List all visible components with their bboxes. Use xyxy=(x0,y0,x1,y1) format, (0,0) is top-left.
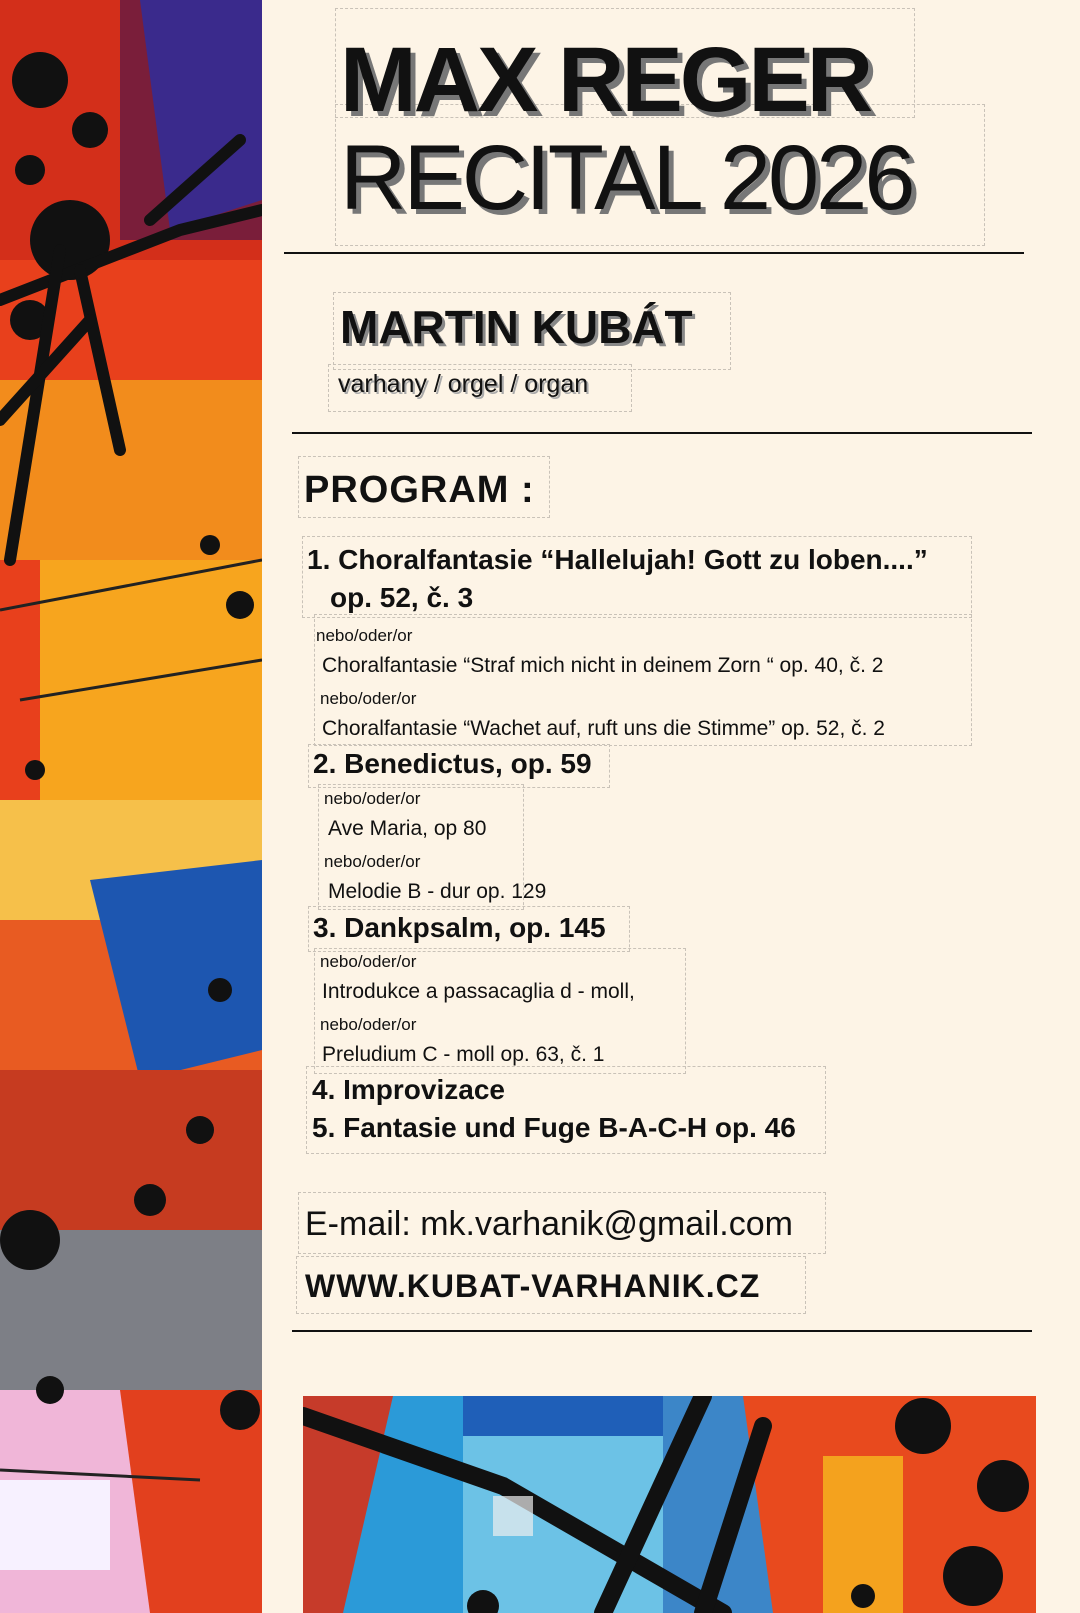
alternative-label: nebo/oder/or xyxy=(320,952,417,971)
program-item-2: 2. Benedictus, op. 59 xyxy=(313,748,592,779)
program-item-1-alt-2: Choralfantasie “Wachet auf, ruft uns die Stimme” op. 52, č. 2 xyxy=(322,717,885,740)
alternative-label: nebo/oder/or xyxy=(316,626,413,645)
program-item-4: 4. Improvizace xyxy=(312,1074,505,1105)
divider-3 xyxy=(292,1330,1032,1332)
alternative-label: nebo/oder/or xyxy=(320,1015,417,1034)
program-item-3: 3. Dankpsalm, op. 145 xyxy=(313,912,606,943)
program-item-2-alt-1: Ave Maria, op 80 xyxy=(328,817,487,840)
program-item-2-alt-2: Melodie B - dur op. 129 xyxy=(328,880,547,903)
alternative-label: nebo/oder/or xyxy=(324,852,421,871)
title-line-1: MAX REGER xyxy=(340,29,871,131)
divider-2 xyxy=(292,432,1032,434)
program-item-3-alt-1: Introdukce a passacaglia d - moll, xyxy=(322,980,635,1003)
performer-instrument: varhany / orgel / organ xyxy=(338,370,589,398)
contact-email[interactable]: E-mail: mk.varhanik@gmail.com xyxy=(305,1205,793,1243)
performer-name: MARTIN KUBÁT xyxy=(340,301,693,353)
left-abstract-artwork xyxy=(0,0,262,1613)
contact-website[interactable]: WWW.KUBAT-VARHANIK.CZ xyxy=(305,1268,761,1304)
program-item-1-alt-1: Choralfantasie “Straf mich nicht in deinem Zorn “ op. 40, č. 2 xyxy=(322,654,884,677)
alternative-label: nebo/oder/or xyxy=(320,689,417,708)
program-item-1-opus: op. 52, č. 3 xyxy=(330,582,474,613)
abstract-painting-image xyxy=(303,1396,1036,1613)
title-line-2: RECITAL 2026 xyxy=(340,127,913,229)
divider-1 xyxy=(284,252,1024,254)
program-item-3-alt-2: Preludium C - moll op. 63, č. 1 xyxy=(322,1043,605,1066)
program-item-1: 1. Choralfantasie “Hallelujah! Gott zu loben....” xyxy=(307,544,928,575)
alternative-label: nebo/oder/or xyxy=(324,789,421,808)
bottom-abstract-artwork xyxy=(303,1396,1036,1613)
abstract-painting-image xyxy=(0,0,262,1613)
program-heading: PROGRAM : xyxy=(304,469,535,511)
program-item-5: 5. Fantasie und Fuge B-A-C-H op. 46 xyxy=(312,1112,796,1143)
